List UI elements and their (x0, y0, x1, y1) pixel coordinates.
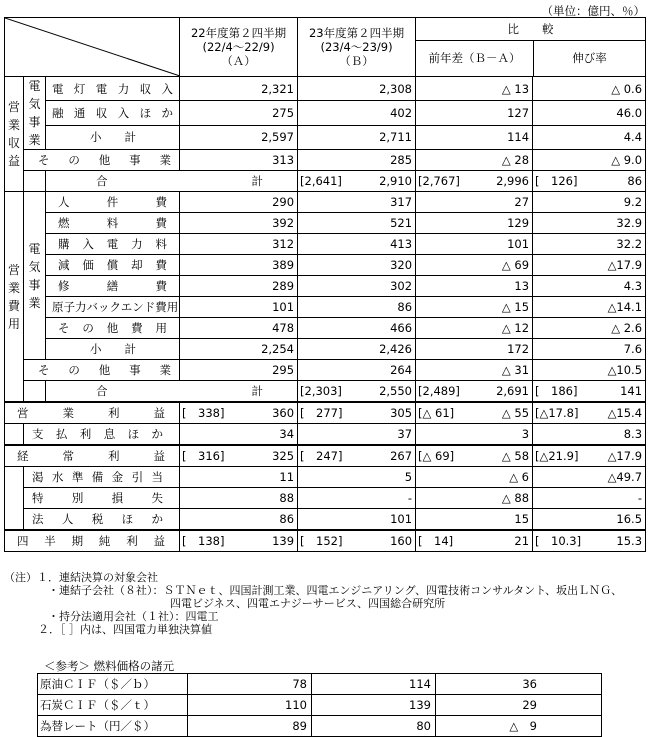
cell-a: 275 (180, 101, 298, 125)
ref-cell-a: 78 (188, 674, 312, 695)
cell-b: 521 (298, 213, 416, 234)
value: 15.3 (616, 534, 643, 548)
cell-b (416, 171, 533, 192)
row-label: 燃料費 (46, 213, 180, 234)
cell-diff: 27 (416, 192, 533, 213)
cell-b (298, 530, 416, 552)
diagonal-line (5, 18, 180, 76)
bracket-value: [ 152] (300, 534, 343, 548)
cell-diff: △ 88 (416, 488, 533, 509)
row-label: 購入電力料 (46, 234, 180, 255)
vertical-char: 業 (28, 295, 41, 310)
blank-cell (24, 381, 46, 403)
ref-cell-diff: 29 (436, 695, 602, 716)
row-label: 合 計 (46, 171, 298, 192)
table-row (5, 445, 646, 467)
value: △ 55 (501, 406, 530, 420)
cell-b: 2,711 (298, 125, 416, 149)
bracket-value: [ 126] (535, 174, 578, 188)
table-row (5, 192, 646, 213)
cell-b (298, 445, 416, 467)
note-2: ２．［ ］内は、四国電力単独決算値 (38, 623, 212, 636)
ref-cell-b: 114 (312, 674, 436, 695)
cell-rate: 46.0 (533, 101, 646, 125)
row-label: 法人税ほか (24, 509, 180, 531)
value: 160 (390, 534, 413, 548)
cell-diff: △ 13 (416, 77, 533, 101)
vertical-char: 気 (28, 259, 41, 274)
cell-rate: - (533, 488, 646, 509)
bracket-value: [2,303] (300, 384, 342, 398)
table-row (5, 467, 646, 488)
row-label: 支払利息ほか (24, 424, 180, 446)
note-1a: ・連結子会社（８社）：ＳＴＮｅｔ、四国計測工業、四電エンジニアリング、四電技術コンサルタント、坂出ＬＮＧ、 (48, 584, 623, 597)
cell-a: 11 (180, 467, 298, 488)
table-row (38, 674, 602, 695)
value: 21 (514, 534, 530, 548)
bracket-value: [ 14] (418, 534, 454, 548)
cell-rate: 9.2 (533, 192, 646, 213)
row-label: その他費用 (46, 318, 180, 339)
ref-cell-a: 89 (188, 716, 312, 737)
cell-a: 290 (180, 192, 298, 213)
cell-diff: △ 6 (416, 467, 533, 488)
value: 86 (627, 174, 643, 188)
cell-diff: 13 (416, 276, 533, 297)
note-1b: 四電ビジネス、四電エナジーサービス、四国総合研究所 (170, 597, 446, 610)
cell-a: 312 (180, 234, 298, 255)
cell-b: 402 (298, 101, 416, 125)
value: 139 (272, 534, 295, 548)
table-row (5, 150, 646, 171)
value: 2,550 (379, 384, 413, 398)
value: 141 (620, 384, 643, 398)
cell-rate: 32.9 (533, 213, 646, 234)
ref-cell-label: 原油ＣＩＦ（＄／ｂ） (38, 674, 188, 695)
vertical-char: 電 (28, 79, 41, 93)
vertical-char: 業 (28, 133, 41, 147)
note-1c: ・持分法適用会社（１社）：四電工 (48, 610, 219, 623)
group-expense (5, 192, 24, 403)
header-col-b: 23年度第２四半期 (23/4～23/9) （Ｂ） (298, 18, 416, 77)
corner-cell (5, 18, 180, 77)
group-denki-revenue (24, 77, 46, 150)
cell-rate: △17.9 (533, 255, 646, 276)
value: △ 58 (501, 449, 530, 463)
header-col-a: 22年度第２四半期 (22/4～22/9) （Ａ） (180, 18, 298, 77)
bracket-value: [2,489] (418, 384, 460, 398)
unit-label: （単位：億円、％） (541, 4, 645, 18)
vertical-char: 益 (7, 154, 20, 168)
value: 305 (390, 406, 413, 420)
vertical-char: 気 (28, 97, 41, 111)
table-row (5, 77, 646, 101)
value: 325 (272, 449, 295, 463)
cell-diff: 129 (416, 213, 533, 234)
table-row (5, 402, 646, 424)
cell-diff (416, 402, 533, 424)
cell-rate: △ 9.0 (533, 150, 646, 171)
ref-cell-label: 為替レート（円／＄） (38, 716, 188, 737)
row-label: 特別損失 (24, 488, 180, 509)
row-label: 小 計 (46, 339, 180, 360)
cell-b: 466 (298, 318, 416, 339)
cell-a: 389 (180, 255, 298, 276)
table-row (5, 360, 646, 381)
row-label: 人件費 (46, 192, 180, 213)
cell-b (298, 402, 416, 424)
cell-a: 2,321 (180, 77, 298, 101)
ref-cell-label: 石炭ＣＩＦ（＄／ｔ） (38, 695, 188, 716)
vertical-char: 営 (7, 262, 20, 277)
cell-b: 285 (298, 150, 416, 171)
value: △17.9 (607, 449, 643, 463)
table-row (5, 530, 646, 552)
row-label: 営業利益 (5, 402, 180, 424)
cell-b: 86 (298, 297, 416, 318)
value: 267 (390, 449, 413, 463)
cell-rate (533, 402, 646, 424)
bracket-value: [2,641] (300, 174, 342, 188)
cell-diff: 114 (416, 125, 533, 149)
table-row (5, 125, 646, 149)
cell-rate (533, 445, 646, 467)
vertical-char: 収 (7, 136, 20, 150)
ref-cell-b: 139 (312, 695, 436, 716)
blank-cell (24, 171, 46, 192)
value: 360 (272, 406, 295, 420)
table-row (5, 424, 646, 446)
table-row (5, 213, 646, 234)
cell-rate: △ 0.6 (533, 77, 646, 101)
table-row (5, 318, 646, 339)
bracket-value: [△ 61] (418, 406, 455, 420)
cell-a (180, 530, 298, 552)
cell-b: 320 (298, 255, 416, 276)
cell-a (180, 402, 298, 424)
bracket-value: [ 10.3] (535, 534, 582, 548)
cell-diff (416, 445, 533, 467)
row-label: その他事業 (24, 360, 180, 381)
cell-a: 101 (180, 297, 298, 318)
cell-rate: △10.5 (533, 360, 646, 381)
row-label: 原子力バックエンド費用 (46, 297, 180, 318)
table-row (38, 716, 602, 737)
ref-cell-b: 80 (312, 716, 436, 737)
table-row (5, 381, 646, 403)
cell-diff: 172 (416, 339, 533, 360)
bracket-value: [ 247] (300, 449, 343, 463)
vertical-char: 業 (7, 118, 20, 132)
cell-a (298, 381, 416, 403)
blank-cell (5, 424, 24, 446)
bracket-value: [△17.8] (535, 406, 579, 420)
bracket-value: [ 186] (535, 384, 578, 398)
vertical-char: 事 (28, 277, 41, 292)
vertical-char: 電 (28, 241, 41, 256)
cell-a: 478 (180, 318, 298, 339)
cell-b: 413 (298, 234, 416, 255)
cell-a: 34 (180, 424, 298, 446)
bracket-value: [ 316] (182, 449, 225, 463)
row-label: 四半期純利益 (5, 530, 180, 552)
row-label: 渇水準備金引当 (24, 467, 180, 488)
table-row (5, 509, 646, 531)
cell-b (416, 381, 533, 403)
cell-diff (533, 381, 646, 403)
cell-rate: 32.2 (533, 234, 646, 255)
row-label: 減価償却費 (46, 255, 180, 276)
cell-a: 289 (180, 276, 298, 297)
cell-b: 37 (298, 424, 416, 446)
cell-b: 302 (298, 276, 416, 297)
row-label: 合 計 (46, 381, 298, 403)
table-row (5, 488, 646, 509)
cell-rate: △ 2.6 (533, 318, 646, 339)
group-revenue (5, 77, 24, 192)
notes (4, 571, 622, 636)
cell-a: 2,597 (180, 125, 298, 149)
cell-diff: △ 31 (416, 360, 533, 381)
header-compare: 比 較 前年差（Ｂ－Ａ） 伸び率 (416, 18, 646, 77)
cell-a: 86 (180, 509, 298, 531)
cell-a: 392 (180, 213, 298, 234)
table-row (5, 101, 646, 125)
cell-diff (533, 171, 646, 192)
cell-a (298, 171, 416, 192)
bracket-value: [ 277] (300, 406, 343, 420)
note-1: （注）１．連結決算の対象会社 (4, 571, 158, 584)
value: 2,996 (496, 174, 530, 188)
cell-b: 5 (298, 467, 416, 488)
reference-table (37, 673, 602, 737)
vertical-char: 業 (7, 280, 20, 295)
cell-rate: △14.1 (533, 297, 646, 318)
cell-a: 295 (180, 360, 298, 381)
cell-b: 2,308 (298, 77, 416, 101)
table-row (5, 276, 646, 297)
row-label: 修繕費 (46, 276, 180, 297)
cell-diff: △ 69 (416, 255, 533, 276)
group-denki-expense (24, 192, 46, 360)
ref-cell-diff: △ 9 (436, 716, 602, 737)
cell-diff: 3 (416, 424, 533, 446)
cell-a (180, 445, 298, 467)
bracket-value: [ 338] (182, 406, 225, 420)
vertical-char: 営 (7, 100, 20, 114)
cell-rate: 4.3 (533, 276, 646, 297)
cell-rate: 7.6 (533, 339, 646, 360)
cell-a: 313 (180, 150, 298, 171)
cell-diff: △ 15 (416, 297, 533, 318)
table-row (5, 297, 646, 318)
cell-diff: △ 28 (416, 150, 533, 171)
table-row (5, 255, 646, 276)
cell-a: 88 (180, 488, 298, 509)
row-label: 融通収入ほか (46, 101, 180, 125)
cell-b: 101 (298, 509, 416, 531)
row-label: 電灯電力収入 (46, 77, 180, 101)
cell-b: 317 (298, 192, 416, 213)
row-label: 小 計 (46, 125, 180, 149)
row-label: 経常利益 (5, 445, 180, 467)
cell-b: - (298, 488, 416, 509)
bracket-value: [△21.9] (535, 449, 579, 463)
cell-diff (416, 530, 533, 552)
vertical-char: 事 (28, 115, 41, 129)
cell-diff: 101 (416, 234, 533, 255)
table-row (5, 234, 646, 255)
vertical-char: 用 (7, 316, 20, 331)
cell-rate (533, 530, 646, 552)
value: 2,910 (379, 174, 413, 188)
cell-diff: 15 (416, 509, 533, 531)
cell-diff: △ 12 (416, 318, 533, 339)
blank-cell (5, 467, 24, 531)
cell-diff: 127 (416, 101, 533, 125)
ref-cell-diff: 36 (436, 674, 602, 695)
table-row (38, 695, 602, 716)
cell-b: 2,426 (298, 339, 416, 360)
bracket-value: [2,767] (418, 174, 460, 188)
table-row (5, 339, 646, 360)
bracket-value: [ 138] (182, 534, 225, 548)
reference-title: ＜参考＞ 燃料価格の諸元 (44, 659, 175, 673)
value: △15.4 (607, 406, 643, 420)
bracket-value: [△ 69] (418, 449, 455, 463)
cell-rate: 8.3 (533, 424, 646, 446)
vertical-char: 費 (7, 298, 20, 313)
value: 2,691 (496, 384, 530, 398)
financial-results-table (4, 17, 646, 552)
table-row (5, 171, 646, 192)
cell-rate: 4.4 (533, 125, 646, 149)
cell-rate: 16.5 (533, 509, 646, 531)
ref-cell-a: 110 (188, 695, 312, 716)
cell-a: 2,254 (180, 339, 298, 360)
cell-b: 264 (298, 360, 416, 381)
row-label: その他事業 (24, 150, 180, 171)
cell-rate: △49.7 (533, 467, 646, 488)
